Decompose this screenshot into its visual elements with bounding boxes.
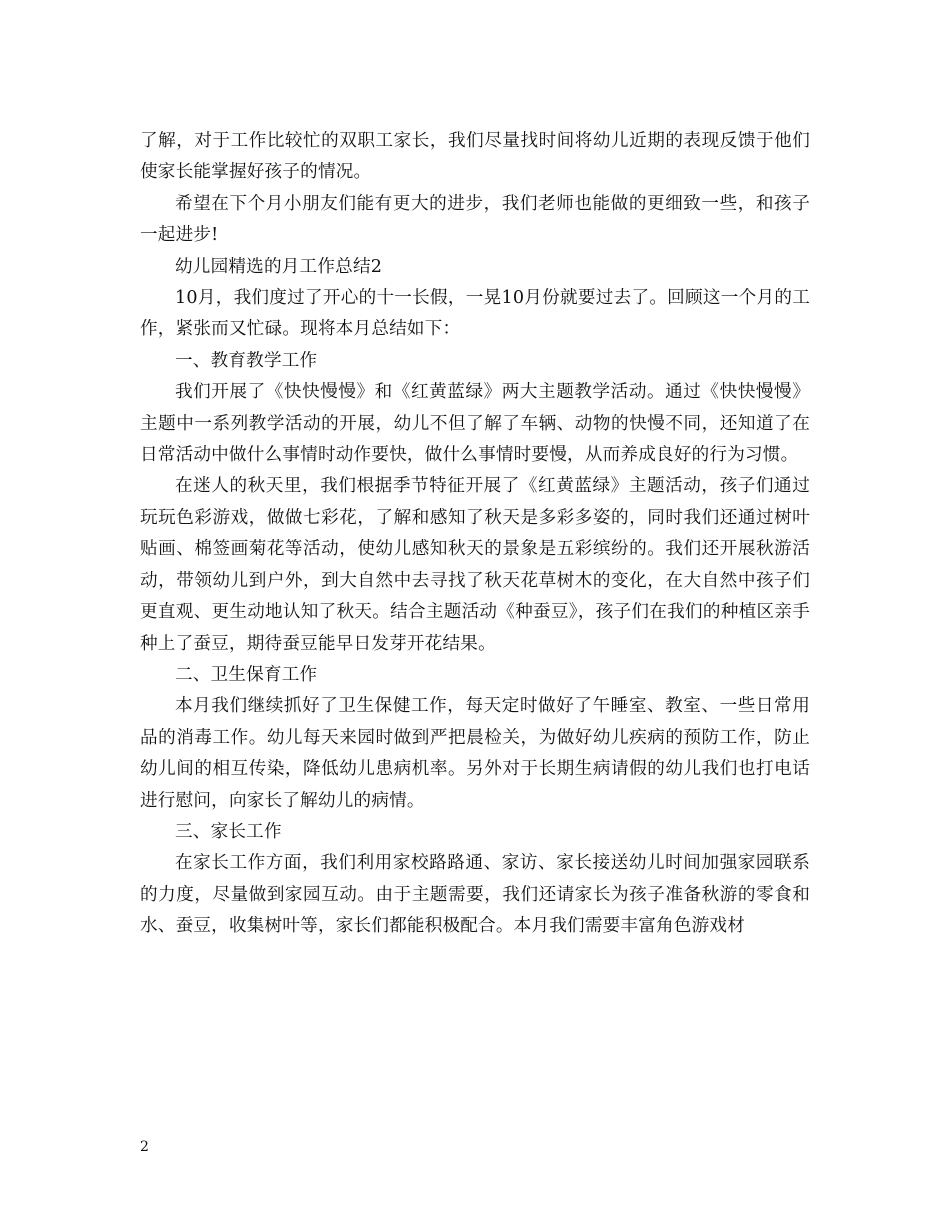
paragraph-education-1: 我们开展了《快快慢慢》和《红黄蓝绿》两大主题教学活动。通过《快快慢慢》主题中一系列教学活动的开展，幼儿不但了解了车辆、动物的快慢不同，还知道了在日常活动中做什么事情时动作要快，做什么事情时要慢，从而养成良好的行为习惯。 bbox=[140, 382, 810, 466]
heading-hygiene: 二、卫生保育工作 bbox=[175, 664, 318, 685]
paragraph-continuation: 了解，对于工作比较忙的双职工家长，我们尽量找时间将幼儿近期的表现反馈于他们使家长能掌握好孩子的情况。 bbox=[140, 131, 810, 183]
paragraph-parents: 在家长工作方面，我们利用家校路路通、家访、家长接送幼儿时间加强家园联系的力度，尽量做到家园互动。由于主题需要，我们还请家长为孩子准备秋游的零食和水、蚕豆，收集树叶等，家长们都能积极配合。本月我们需要丰富角色游戏材 bbox=[140, 853, 810, 937]
page-number: 2 bbox=[140, 1139, 149, 1155]
heading-education: 一、教育教学工作 bbox=[175, 350, 318, 371]
paragraph-hygiene: 本月我们继续抓好了卫生保健工作，每天定时做好了午睡室、教室、一些日常用品的消毒工作。幼儿每天来园时做到严把晨检关，为做好幼儿疾病的预防工作，防止幼儿间的相互传染，降低幼儿患病机率。另外对于长期生病请假的幼儿我们也打电话进行慰问，向家长了解幼儿的病情。 bbox=[140, 696, 810, 811]
paragraph-intro: 10月，我们度过了开心的十一长假，一晃10月份就要过去了。回顾这一个月的工作，紧张而又忙碌。现将本月总结如下： bbox=[140, 288, 810, 340]
heading-parents: 三、家长工作 bbox=[175, 821, 282, 842]
section-title: 幼儿园精选的月工作总结2 bbox=[175, 256, 383, 277]
paragraph-hope: 希望在下个月小朋友们能有更大的进步，我们老师也能做的更细致一些，和孩子一起进步! bbox=[140, 193, 810, 246]
paragraph-education-2: 在迷人的秋天里，我们根据季节特征开展了《红黄蓝绿》主题活动，孩子们通过玩玩色彩游戏，做做七彩花，了解和感知了秋天是多彩多姿的，同时我们还通过树叶贴画、棉签画菊花等活动，使幼儿感知秋天的景象是五彩缤纷的。我们还开展秋游活动，带领幼儿到户外，到大自然中去寻找了秋天花草树木的变化，在大自然中孩子们更直观、更生动地认知了秋天。结合主题活动《种蚕豆》，孩子们在我们的种植区亲手种上了蚕豆，期待蚕豆能早日发芽开花结果。 bbox=[140, 476, 810, 654]
document-body bbox=[140, 126, 810, 943]
